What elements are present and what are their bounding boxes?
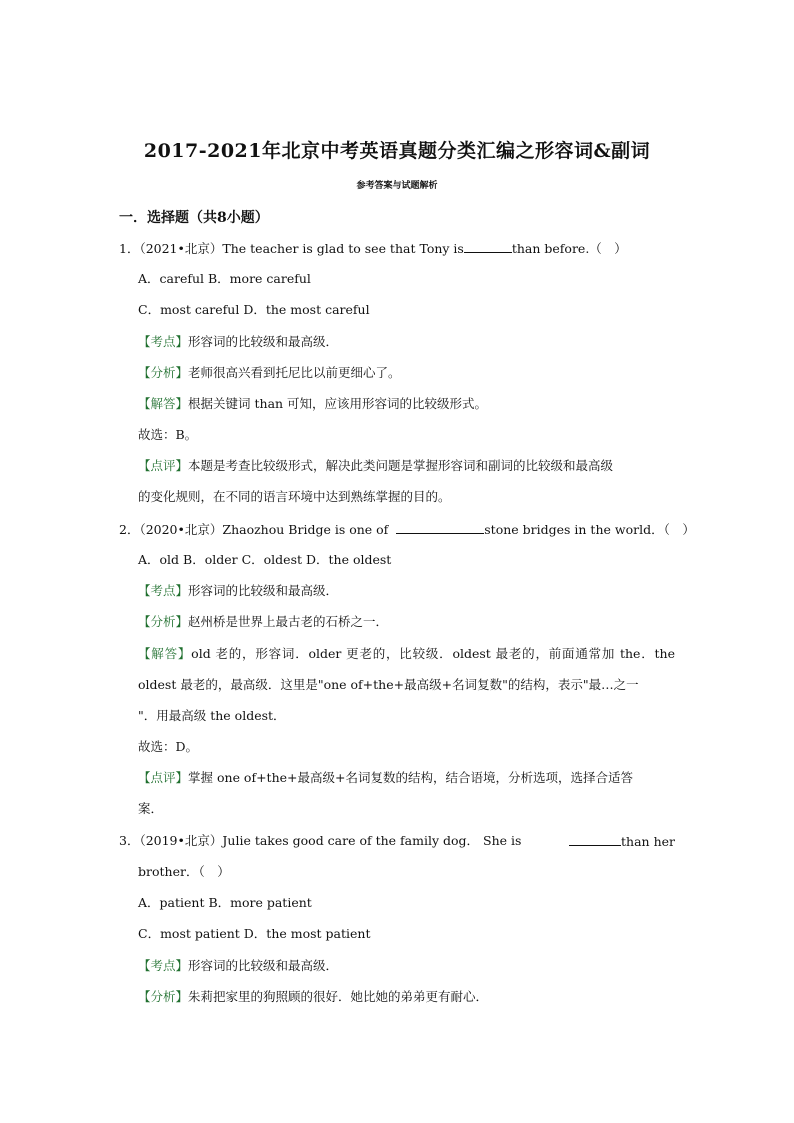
question-1-answer: 故选：B。: [138, 427, 198, 442]
question-2-stem: [119, 521, 695, 538]
answer-blank: [464, 240, 512, 253]
dianping-tag: 【点评】: [138, 458, 189, 473]
question-3-stem-cont: brother．（ ）: [138, 864, 230, 879]
jieda-tag: 【解答】: [138, 646, 192, 661]
question-3-stem-text: 3．（2019•北京）Julie takes good care of the family dog． She is: [119, 833, 522, 848]
question-1-jieda: [138, 396, 487, 412]
fenxi-text: 老师很高兴看到托尼比以前更细心了。: [188, 365, 401, 380]
question-3-options-ab: A．patient B．more patient: [138, 895, 312, 910]
dianping-text: 掌握 one of+the+最高级+名词复数的结构，结合语境，分析选项，选择合适答: [188, 770, 633, 785]
fenxi-tag: 【分析】: [138, 989, 189, 1004]
page-title: 2017-2021年北京中考英语真题分类汇编之形容词&副词: [143, 140, 651, 162]
kaodian-text: 形容词的比较级和最高级．: [188, 583, 339, 598]
fenxi-tag: 【分析】: [138, 365, 189, 380]
fenxi-text: 赵州桥是世界上最古老的石桥之一．: [188, 614, 389, 629]
question-2-jieda: [138, 646, 675, 662]
question-1-stem: [119, 240, 627, 257]
question-3-fenxi: [138, 989, 488, 1005]
question-3-kaodian: [138, 958, 338, 974]
section-heading: 一．选择题（共8小题）: [119, 210, 269, 226]
fenxi-tag: 【分析】: [138, 614, 189, 629]
question-2-jieda-end: "．用最高级 the oldest．: [138, 708, 286, 723]
kaodian-tag: 【考点】: [138, 583, 189, 598]
question-2-stem-text: 2．（2020•北京）Zhaozhou Bridge is one of: [119, 522, 389, 537]
question-1-stem-text: 1．（2021•北京）The teacher is glad to see that Tony is: [119, 241, 464, 256]
question-2-jieda-cont: oldest 最老的，最高级．这里是"one of+the+最高级+名词复数"的结构，表示"最…之一: [138, 677, 639, 692]
answer-blank: [396, 521, 484, 534]
question-2-fenxi: [138, 614, 388, 630]
fenxi-text: 朱莉把家里的狗照顾的很好．她比她的弟弟更有耐心．: [188, 989, 489, 1004]
question-3-stem-end: than her: [621, 834, 675, 849]
question-1-dianping-cont: 的变化规则，在不同的语言环境中达到熟练掌握的目的。: [138, 489, 451, 504]
page-subtitle: 参考答案与试题解析: [356, 181, 438, 191]
question-3-options-cd: C．most patient D．the most patient: [138, 926, 371, 941]
question-3-stem: [119, 833, 675, 850]
kaodian-text: 形容词的比较级和最高级．: [188, 334, 339, 349]
dianping-tag: 【点评】: [138, 770, 189, 785]
question-1-kaodian: [138, 334, 338, 350]
question-2-kaodian: [138, 583, 338, 599]
question-2-dianping: [138, 770, 633, 786]
jieda-tag: 【解答】: [138, 396, 189, 411]
question-1-options-ab: A．careful B．more careful: [138, 271, 311, 286]
kaodian-tag: 【考点】: [138, 334, 189, 349]
dianping-text: 本题是考查比较级形式，解决此类问题是掌握形容词和副词的比较级和最高级: [188, 458, 614, 473]
question-2-stem-end: stone bridges in the world．（ ）: [484, 522, 695, 537]
question-2-answer: 故选：D。: [138, 739, 199, 754]
answer-blank: [569, 833, 621, 846]
question-1-dianping: [138, 458, 613, 474]
jieda-text: old 老的，形容词．older 更老的，比较级．oldest 最老的，前面通常加 the．the: [191, 646, 675, 661]
jieda-text: 根据关键词 than 可知，应该用形容词的比较级形式。: [188, 396, 488, 411]
kaodian-tag: 【考点】: [138, 958, 189, 973]
kaodian-text: 形容词的比较级和最高级．: [188, 958, 339, 973]
question-1-options-cd: C．most careful D．the most careful: [138, 302, 370, 317]
question-1-fenxi: [138, 365, 401, 381]
question-2-options: A．old B．older C．oldest D．the oldest: [138, 552, 392, 567]
question-1-stem-end: than before.（ ）: [511, 241, 627, 256]
question-2-dianping-cont: 案．: [138, 801, 164, 816]
